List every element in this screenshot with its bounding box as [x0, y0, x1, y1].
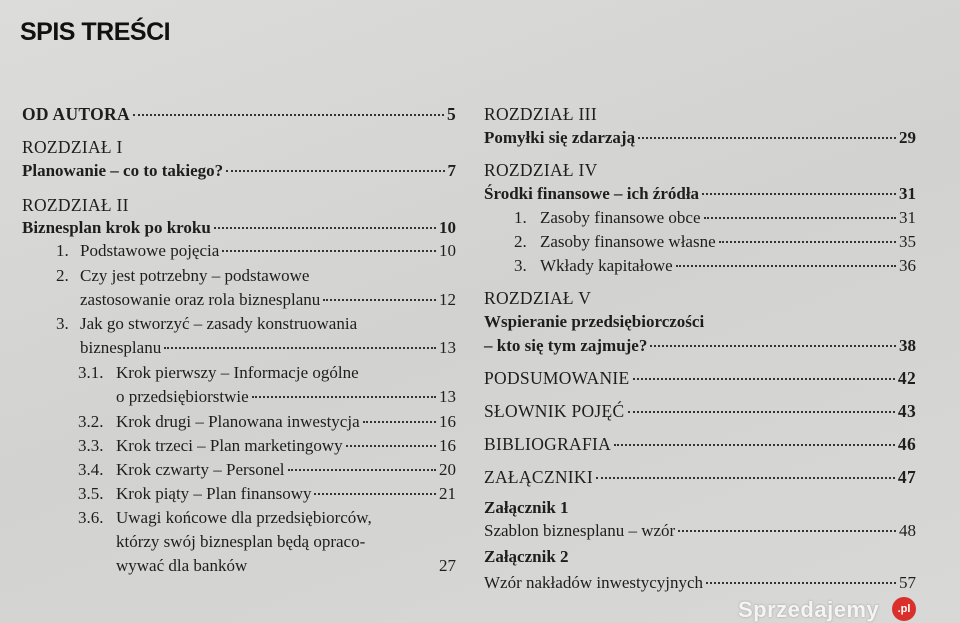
entry-text: – kto się tym zajmuje? [484, 336, 648, 355]
toc-entry [22, 160, 456, 182]
page-number: 35 [899, 232, 916, 251]
dot-leader [363, 421, 436, 423]
toc-entry [78, 435, 456, 457]
page-number: 10 [439, 218, 456, 237]
entry-text: Biznesplan krok po kroku [22, 218, 211, 237]
toc-entry-line [56, 265, 456, 287]
toc-entry-line [484, 311, 916, 333]
chapter-heading [22, 194, 456, 216]
entry-text: Środki finansowe – ich źródła [484, 184, 700, 203]
heading-text: Załącznik 1 [484, 498, 569, 517]
page-number: 36 [899, 256, 916, 275]
entry-number: 3.2. [78, 412, 104, 431]
dot-leader [314, 493, 436, 495]
page-number: 27 [439, 556, 456, 575]
entry-number: 3.4. [78, 460, 104, 479]
toc-entry [78, 459, 456, 481]
entry-number: 3.1. [78, 363, 104, 382]
toc-entry [484, 127, 916, 149]
heading-text: ROZDZIAŁ V [484, 288, 592, 308]
page-number: 5 [446, 104, 456, 124]
appendix-heading [484, 497, 916, 519]
entry-text: Wzór nakładów inwestycyjnych [484, 573, 704, 592]
entry-text: Zasoby finansowe własne [540, 232, 716, 251]
dot-leader [638, 137, 896, 139]
toc-entry [514, 255, 916, 277]
heading-text: ROZDZIAŁ II [22, 195, 129, 215]
page-number: 16 [439, 412, 456, 431]
page-number: 13 [439, 338, 456, 357]
watermark: Sprzedajemy [738, 597, 880, 622]
toc-entry [22, 103, 456, 125]
page-number: 21 [439, 484, 456, 503]
entry-number: 3.3. [78, 436, 104, 455]
dot-leader [288, 469, 436, 471]
dot-leader [133, 114, 444, 116]
dot-leader [614, 444, 895, 446]
page-title: SPIS TREŚCI [20, 18, 171, 46]
entry-text: Wspieranie przedsiębiorczości [484, 312, 705, 331]
toc-entry [514, 231, 916, 253]
toc-entry [116, 555, 456, 577]
heading-text: ROZDZIAŁ I [22, 137, 123, 157]
entry-text: ZAŁĄCZNIKI [484, 467, 593, 487]
dot-leader [702, 193, 896, 195]
entry-text: biznesplanu [80, 338, 162, 357]
entry-text: Czy jest potrzebny – podstawowe [80, 266, 310, 285]
entry-text: Jak go stworzyć – zasady konstruowania [80, 314, 358, 333]
entry-number: 1. [514, 208, 527, 227]
page-number: 46 [897, 434, 916, 454]
page-number: 31 [899, 184, 916, 203]
entry-number: 1. [56, 241, 69, 260]
entry-text: Zasoby finansowe obce [540, 208, 701, 227]
dot-leader [222, 250, 436, 252]
toc-entry-line [78, 507, 456, 529]
page-number: 29 [899, 128, 916, 147]
entry-text: SŁOWNIK POJĘĆ [484, 401, 625, 421]
heading-text: Załącznik 2 [484, 547, 569, 566]
entry-text: Planowanie – co to takiego? [22, 161, 224, 180]
entry-number: 3. [56, 314, 69, 333]
page-number: 47 [897, 467, 916, 487]
dot-leader [252, 396, 436, 398]
entry-text: Pomyłki się zdarzają [484, 128, 636, 147]
page-number: 13 [439, 387, 456, 406]
dot-leader [678, 530, 896, 532]
heading-text: ROZDZIAŁ IV [484, 160, 598, 180]
entry-text: Wkłady kapitałowe [540, 256, 673, 275]
entry-text: Szablon biznesplanu – wzór [484, 521, 676, 540]
dot-leader [650, 345, 896, 347]
entry-text: OD AUTORA [22, 104, 130, 124]
page-number: 48 [899, 521, 916, 540]
entry-text: o przedsiębiorstwie [116, 387, 249, 406]
entry-number: 3. [514, 256, 527, 275]
dot-leader [628, 411, 895, 413]
toc-entry [80, 337, 456, 359]
page-number: 10 [439, 241, 456, 260]
toc-entry [514, 207, 916, 229]
page-number: 31 [899, 208, 916, 227]
page-number: 16 [439, 436, 456, 455]
entry-number: 3.5. [78, 484, 104, 503]
dot-leader [214, 227, 436, 229]
entry-text: PODSUMOWANIE [484, 368, 630, 388]
appendix-heading [484, 546, 916, 568]
toc-entry [484, 466, 916, 488]
page-number: 12 [439, 290, 456, 309]
entry-number: 3.6. [78, 508, 104, 527]
dot-leader [323, 299, 436, 301]
toc-entry [484, 433, 916, 455]
toc-entry-line [116, 531, 456, 553]
toc-entry [78, 483, 456, 505]
page-number: 43 [897, 401, 916, 421]
watermark-badge: .pl [892, 597, 916, 621]
entry-number: 2. [514, 232, 527, 251]
chapter-heading [22, 136, 456, 158]
dot-leader [633, 378, 895, 380]
toc-entry [484, 400, 916, 422]
dot-leader [164, 347, 436, 349]
entry-text: którzy swój biznesplan będą opraco- [116, 532, 366, 551]
entry-text: wywać dla banków [116, 556, 248, 575]
toc-entry [484, 183, 916, 205]
chapter-heading [484, 159, 916, 181]
toc-entry-line [56, 313, 456, 335]
page-number: 20 [439, 460, 456, 479]
toc-entry [484, 520, 916, 542]
dot-leader [676, 265, 896, 267]
heading-text: ROZDZIAŁ III [484, 104, 597, 124]
dot-leader [346, 445, 436, 447]
entry-text: Krok pierwszy – Informacje ogólne [116, 363, 359, 382]
entry-text: BIBLIOGRAFIA [484, 434, 612, 454]
toc-entry [78, 411, 456, 433]
page-number: 42 [897, 368, 916, 388]
dot-leader [596, 477, 895, 479]
toc-entry [484, 367, 916, 389]
toc-entry [116, 386, 456, 408]
dot-leader [704, 217, 896, 219]
dot-leader [706, 582, 896, 584]
entry-text: Krok czwarty – Personel [116, 460, 285, 479]
entry-text: Podstawowe pojęcia [80, 241, 220, 260]
entry-number: 2. [56, 266, 69, 285]
chapter-heading [484, 287, 916, 309]
entry-text: Uwagi końcowe dla przedsiębiorców, [116, 508, 372, 527]
toc-entry [56, 240, 456, 262]
dot-leader [719, 241, 896, 243]
dot-leader [226, 170, 444, 172]
toc-entry [80, 289, 456, 311]
page-number: 38 [899, 336, 916, 355]
page-number: 7 [447, 161, 456, 180]
page-number: 57 [899, 573, 916, 592]
entry-text: Krok drugi – Planowana inwestycja [116, 412, 360, 431]
entry-text: Krok trzeci – Plan marketingowy [116, 436, 343, 455]
toc-entry [484, 335, 916, 357]
toc-entry-line [78, 362, 456, 384]
toc-entry [484, 572, 916, 594]
entry-text: Krok piąty – Plan finansowy [116, 484, 312, 503]
toc-entry [22, 217, 456, 239]
chapter-heading [484, 103, 916, 125]
entry-text: zastosowanie oraz rola biznesplanu [80, 290, 321, 309]
